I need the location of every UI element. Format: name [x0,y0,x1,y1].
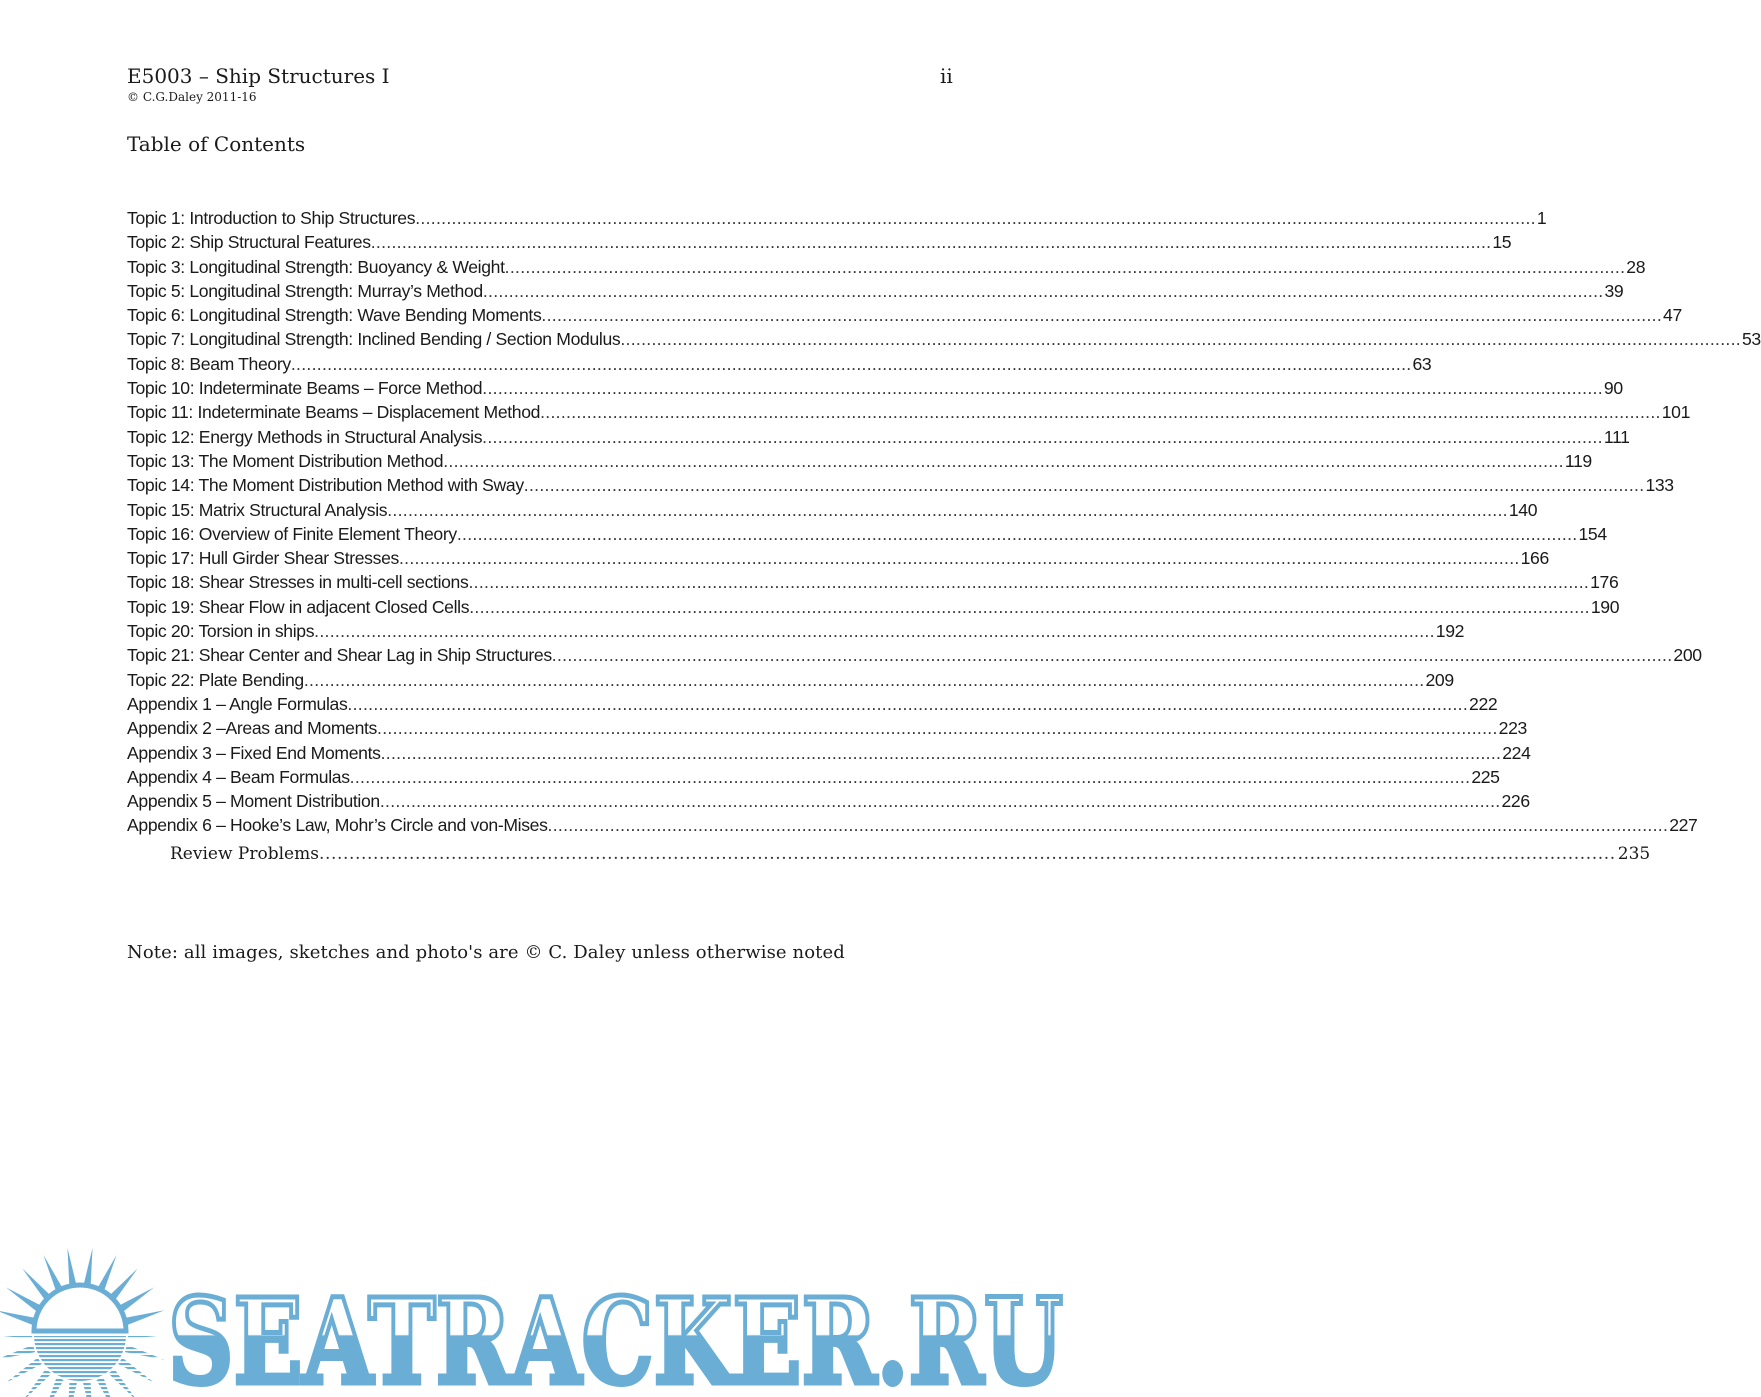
dot-leader [552,643,1673,667]
toc-entry-page: 39 [1604,280,1624,301]
document-title: E5003 – Ship Structures I [127,64,390,88]
toc-entry-label: Topic 8: Beam Theory [127,353,291,374]
toc-entry-page: 133 [1645,475,1674,496]
toc-entry[interactable] [127,473,1674,497]
toc-entry-label: Appendix 5 – Moment Distribution [127,791,380,812]
toc-entry-label: Topic 19: Shear Flow in adjacent Closed Cells [127,596,470,617]
toc-entry-page: 200 [1673,645,1702,666]
toc-entry-page: 226 [1501,791,1530,812]
toc-entry-page: 15 [1492,232,1512,253]
toc-entry-page: 209 [1425,669,1454,690]
toc-entry-page: 225 [1471,766,1500,787]
toc-entry-page: 166 [1520,548,1549,569]
toc-entry-label: Appendix 3 – Fixed End Moments [127,742,381,763]
toc-entry-label: Appendix 1 – Angle Formulas [127,693,348,714]
toc-entry-page: 223 [1498,718,1527,739]
toc-entry[interactable] [127,498,1538,522]
toc-entry[interactable] [127,303,1682,327]
toc-entry[interactable] [127,668,1454,692]
toc-entry-page: 90 [1603,378,1623,399]
toc-entry-label: Topic 18: Shear Stresses in multi-cell sections [127,572,469,593]
toc-entry[interactable] [127,376,1623,400]
toc-entry-label: Topic 16: Overview of Finite Element Theory [127,523,457,544]
toc-entry[interactable] [127,522,1607,546]
toc-entry-page: 227 [1669,815,1698,836]
toc-entry-page: 119 [1564,450,1592,471]
toc-entry-page: 222 [1469,693,1498,714]
toc-entry-label: Topic 5: Longitudinal Strength: Murray’s Method [127,280,483,301]
toc-entry[interactable] [127,741,1531,765]
dot-leader [620,327,1741,351]
dot-leader [377,716,1498,740]
dot-leader [319,842,1616,866]
dot-leader [291,352,1412,376]
dot-leader [540,400,1661,424]
toc-entry-label: Topic 15: Matrix Structural Analysis [127,499,388,520]
toc-entry-page: 154 [1578,523,1607,544]
dot-leader [350,765,1471,789]
toc-entry-page: 111 [1603,426,1630,447]
toc-entry-label: Appendix 2 –Areas and Moments [127,718,378,739]
toc-entry[interactable] [127,206,1547,230]
toc-entry[interactable] [127,279,1624,303]
toc-entry-page: 101 [1661,402,1691,423]
dot-leader [482,376,1603,400]
toc-entry[interactable] [127,765,1500,789]
toc-entry[interactable] [127,255,1646,279]
toc-entry-label: Topic 1: Introduction to Ship Structures [127,208,416,228]
dot-leader [483,279,1604,303]
dot-leader [314,619,1435,643]
toc-entry-label: Topic 7: Longitudinal Strength: Inclined Bending / Section Modulus [127,329,621,350]
toc-entry[interactable] [127,643,1702,667]
toc-entry-label: Topic 6: Longitudinal Strength: Wave Bending Moments [127,305,542,326]
toc-entry-label: Topic 22: Plate Bending [127,669,304,690]
toc-entry-review-problems[interactable] [170,842,1651,866]
toc-heading: Table of Contents [127,132,306,156]
toc-entry-label: Review Problems [170,844,319,864]
image-credit-note: Note: all images, sketches and photo's are © C. Daley unless otherwise noted [127,942,845,963]
dot-leader [524,473,1645,497]
dot-leader [347,692,1468,716]
toc-entry-page: 190 [1590,596,1620,617]
toc-entry[interactable] [127,546,1549,570]
watermark-text: SEATRACKER.RU [168,1272,1063,1397]
toc-entry-label: Topic 11: Indeterminate Beams – Displacement Method [127,402,541,423]
dot-leader [468,570,1589,594]
toc-entry[interactable] [127,449,1592,473]
toc-entry[interactable] [127,327,1761,351]
sun-icon [0,1248,168,1397]
toc-entry-page: 235 [1617,844,1651,864]
toc-entry-page: 224 [1502,742,1531,763]
toc-entry[interactable] [127,570,1619,594]
toc-entry[interactable] [127,813,1698,837]
toc-entry-label: Topic 12: Energy Methods in Structural Analysis [127,426,483,447]
toc-entry[interactable] [127,716,1527,740]
seatracker-watermark [0,1235,1080,1397]
toc-entry-page: 1 [1536,208,1547,228]
toc-entry[interactable] [127,425,1630,449]
toc-entry-label: Topic 3: Longitudinal Strength: Buoyancy & Weight [127,256,505,277]
toc-entry-page: 192 [1435,621,1465,642]
dot-leader [548,813,1669,837]
dot-leader [469,595,1590,619]
toc-entry-label: Topic 21: Shear Center and Shear Lag in Ship Structures [127,645,552,666]
dot-leader [371,230,1492,254]
toc-entry[interactable] [127,352,1432,376]
toc-entry-label: Topic 10: Indeterminate Beams – Force Method [127,378,483,399]
toc-entry-page: 140 [1508,499,1538,520]
toc-entry[interactable] [127,595,1620,619]
table-of-contents [127,206,1761,838]
toc-entry-label: Topic 17: Hull Girder Shear Stresses [127,548,399,569]
dot-leader [399,546,1520,570]
dot-leader [387,498,1508,522]
dot-leader [457,522,1578,546]
dot-leader [415,206,1536,230]
dot-leader [541,303,1662,327]
toc-entry-label: Appendix 6 – Hooke’s Law, Mohr’s Circle and von-Mises [127,815,548,836]
toc-entry[interactable] [127,789,1530,813]
toc-entry-label: Topic 14: The Moment Distribution Method with Sway [127,475,524,496]
toc-entry[interactable] [127,230,1512,254]
toc-entry[interactable] [127,692,1498,716]
toc-entry-label: Topic 20: Torsion in ships [127,621,315,642]
toc-entry-page: 47 [1663,305,1682,326]
dot-leader [505,255,1626,279]
copyright-line: © C.G.Daley 2011-16 [127,90,257,104]
toc-entry-page: 28 [1626,256,1646,277]
toc-entry[interactable] [127,400,1691,424]
dot-leader [304,668,1425,692]
dot-leader [380,789,1501,813]
toc-entry-label: Appendix 4 – Beam Formulas [127,766,350,787]
toc-entry-label: Topic 13: The Moment Distribution Method [127,450,444,471]
toc-entry-page: 63 [1412,353,1432,374]
toc-entry-page: 176 [1590,572,1619,593]
toc-entry-page: 53 [1741,329,1761,350]
toc-entry[interactable] [127,619,1465,643]
toc-entry-label: Topic 2: Ship Structural Features [127,232,371,253]
dot-leader [482,425,1603,449]
dot-leader [443,449,1564,473]
dot-leader [381,741,1502,765]
page-number: ii [940,64,953,88]
